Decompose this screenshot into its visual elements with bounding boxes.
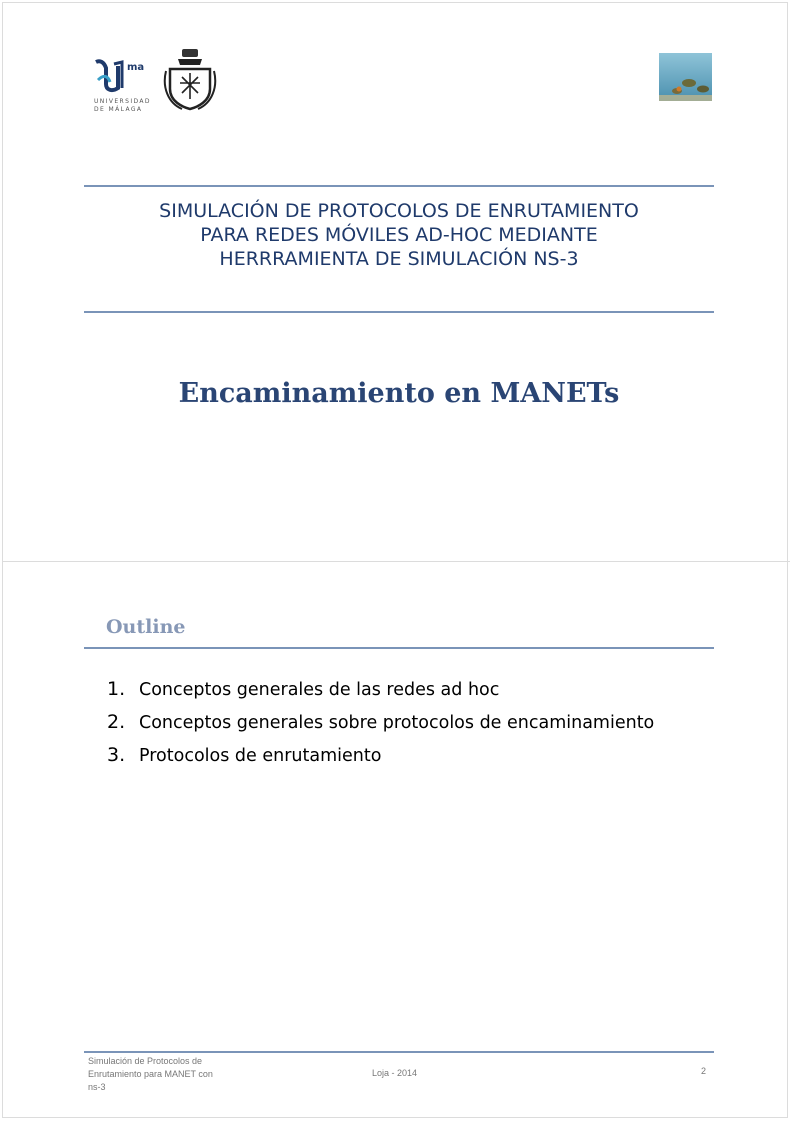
list-item (107, 711, 707, 744)
page-frame (2, 2, 788, 1118)
title-line-1: SIMULACIÓN DE PROTOCOLOS DE ENRUTAMIENTO (159, 200, 639, 222)
title-line-2: PARA REDES MÓVILES AD-HOC MEDIANTE (200, 224, 598, 246)
footer-rule (84, 1051, 714, 1053)
footer-line-2: Enrutamiento para MANET con (88, 1069, 213, 1079)
title-line-3: HERRRAMIENTA DE SIMULACIÓN NS-3 (219, 248, 579, 270)
slide-subtitle: Encaminamiento en MANETs (178, 378, 620, 409)
sea-turtles-image (659, 53, 712, 101)
uma-logo-mark: ma (127, 62, 145, 73)
slide-divider (2, 561, 790, 562)
uma-logo-icon (92, 54, 154, 116)
list-item-text: Conceptos generales de las redes ad hoc (139, 680, 500, 700)
presentation-title (84, 199, 714, 271)
uma-logo-line1: UNIVERSIDAD (94, 98, 151, 105)
outline-list (107, 678, 707, 777)
footer-line-1: Simulación de Protocolos de (88, 1056, 203, 1066)
list-item-number: 2. (107, 711, 126, 733)
footer-page-number: 2 (701, 1066, 707, 1076)
list-item-text: Conceptos generales sobre protocolos de encaminamiento (139, 713, 655, 733)
list-item-number: 1. (107, 678, 126, 700)
footer-course-title (88, 1055, 248, 1094)
coat-of-arms-icon (162, 47, 218, 113)
outline-heading: Outline (106, 616, 186, 638)
list-item-number: 3. (107, 744, 126, 766)
list-item-text: Protocolos de enrutamiento (139, 746, 382, 766)
list-item (107, 744, 707, 777)
outline-rule (84, 647, 714, 649)
footer-location-date: Loja - 2014 (372, 1068, 418, 1078)
footer-line-3: ns-3 (88, 1082, 106, 1092)
title-rule-bottom (84, 311, 714, 313)
title-rule-top (84, 185, 714, 187)
uma-logo-line2: DE MÁLAGA (94, 106, 143, 113)
list-item (107, 678, 707, 711)
